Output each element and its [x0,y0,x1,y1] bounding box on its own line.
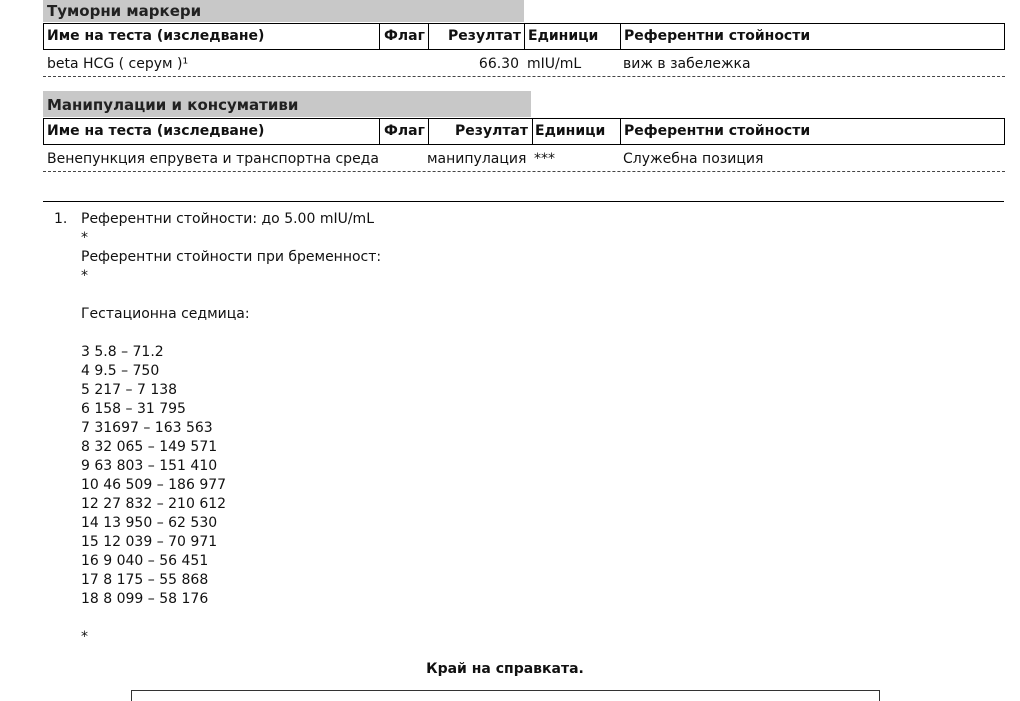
report-end-text: Край на справката. [426,661,584,677]
footnote-line: Референтни стойности: до 5.00 mIU/mL [81,211,374,227]
footnote-line: 3 5.8 – 71.2 [81,344,164,360]
footnote-line [81,324,581,343]
table-header [43,23,1005,50]
table-row [43,50,1005,77]
cell-reference: Служебна позиция [623,151,764,167]
bottom-frame [131,690,880,701]
footnote-line: * [81,268,88,284]
cell-test: beta HCG ( серум )¹ [47,56,189,72]
table-header [43,118,1005,145]
cell-result: манипулация [427,151,527,167]
header-flag: Флаг [384,28,425,44]
cell-test: Венепункция епрувета и транспортна среда [47,151,379,167]
notes-divider [43,201,1004,202]
footnote-line: 18 8 099 – 58 176 [81,591,209,607]
footnote-line: 5 217 – 7 138 [81,382,178,398]
footnote-line: 6 158 – 31 795 [81,401,186,417]
footnote-line: Гестационна седмица: [81,306,250,322]
footnote-line: * [81,230,88,246]
footnote-line [81,609,581,628]
footnote-line: 12 27 832 – 210 612 [81,496,227,512]
footnote-line: 9 63 803 – 151 410 [81,458,218,474]
header-test: Име на теста (изследване) [47,123,265,139]
header-reference: Референтни стойности [624,123,811,139]
section-title-manipulations: Манипулации и консумативи [43,91,531,117]
footnote-lines [81,210,581,647]
footnote-line: 14 13 950 – 62 530 [81,515,218,531]
cell-result: 66.30 [478,56,519,72]
header-flag: Флаг [384,123,425,139]
footnote-line: 15 12 039 – 70 971 [81,534,218,550]
cell-reference: виж в забележка [623,56,751,72]
footnote-number: 1. [54,211,68,227]
footnote-line: Референтни стойности при бременност: [81,249,382,265]
footnote-line: 10 46 509 – 186 977 [81,477,227,493]
header-units: Единици [528,28,599,44]
header-test: Име на теста (изследване) [47,28,265,44]
footnote-line: 4 9.5 – 750 [81,363,160,379]
footnote-line: 7 31697 – 163 563 [81,420,213,436]
cell-units: *** [534,151,555,167]
footnote-line: 17 8 175 – 55 868 [81,572,209,588]
header-result: Резултат [455,123,528,139]
manipulations-section [43,91,1005,172]
header-result: Резултат [448,28,521,44]
footnote-line: 16 9 040 – 56 451 [81,553,209,569]
section-title-tumor-markers: Туморни маркери [43,0,524,22]
cell-units: mIU/mL [527,56,582,72]
footnote-line: 8 32 065 – 149 571 [81,439,218,455]
footnote-line: * [81,629,88,645]
tumor-markers-section [43,0,1005,77]
header-reference: Референтни стойности [624,28,811,44]
table-row [43,145,1005,172]
header-units: Единици [535,123,606,139]
footnote-line [81,286,581,305]
